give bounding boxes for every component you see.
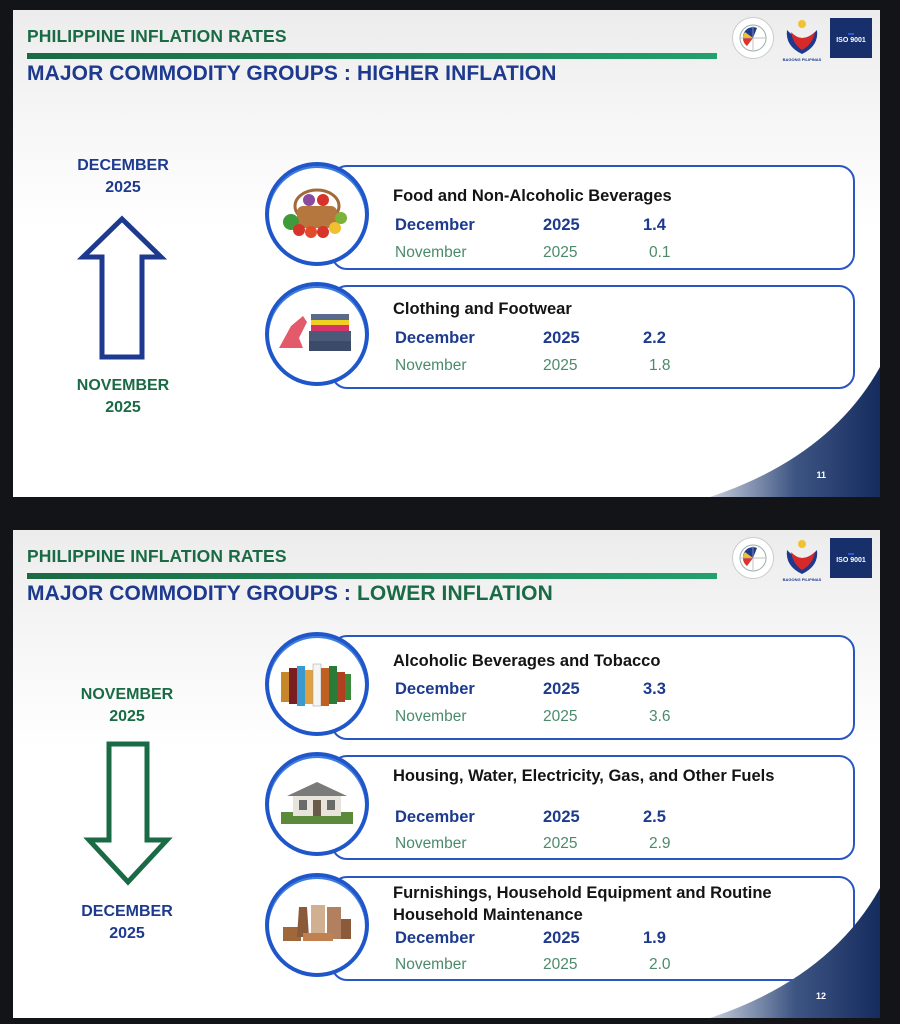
current-month: December — [395, 808, 475, 826]
top-period-label — [53, 155, 193, 199]
house-icon — [265, 752, 369, 856]
commodity-card-food — [331, 165, 855, 270]
current-row — [395, 808, 703, 827]
subtitle-emphasis: LOWER INFLATION — [356, 582, 553, 605]
current-row — [395, 929, 703, 948]
page-number: 12 — [815, 991, 826, 1001]
current-value: 1.9 — [643, 929, 666, 947]
bottom-period-year: 2025 — [109, 925, 145, 942]
bagong-pilipinas-logo-icon — [781, 16, 823, 60]
bottom-period-label — [53, 375, 193, 419]
current-row — [395, 680, 703, 699]
subtitle-prefix: MAJOR COMMODITY GROUPS : — [27, 582, 357, 605]
page-number: 11 — [816, 470, 826, 480]
current-year: 2025 — [543, 329, 580, 347]
top-period-label — [57, 684, 197, 728]
previous-month: November — [395, 708, 467, 725]
logo-strip — [732, 536, 872, 580]
bottom-period-month: NOVEMBER — [76, 377, 170, 394]
current-year: 2025 — [543, 680, 580, 698]
commodity-name: Food and Non-Alcoholic Beverages — [393, 187, 672, 205]
header-divider — [27, 53, 717, 59]
slide-subtitle — [27, 582, 553, 606]
bagong-pilipinas-logo-icon — [781, 536, 823, 580]
previous-value: 1.8 — [649, 357, 671, 374]
header-title: PHILIPPINE INFLATION RATES — [27, 26, 287, 46]
iso-text: ISO 9001 — [836, 556, 866, 564]
current-value: 3.3 — [643, 680, 666, 698]
current-month: December — [395, 329, 475, 347]
top-period-year: 2025 — [105, 179, 141, 196]
current-value: 2.5 — [643, 808, 666, 826]
bagong-pilipinas-text: BAGONG PILIPINAS — [782, 57, 822, 62]
previous-year: 2025 — [543, 835, 578, 852]
current-value: 1.4 — [643, 216, 666, 234]
down-arrow-icon — [83, 740, 173, 888]
clothes-shoe-icon — [265, 282, 369, 386]
iso-logo-icon — [830, 18, 872, 58]
previous-row — [395, 708, 709, 726]
liquor-bottles-icon — [265, 632, 369, 736]
header-title: PHILIPPINE INFLATION RATES — [27, 546, 287, 566]
header-divider — [27, 573, 717, 579]
slide-lower-inflation — [13, 530, 880, 1018]
subtitle-prefix: MAJOR COMMODITY GROUPS : — [27, 62, 357, 85]
logo-strip — [732, 16, 872, 60]
commodity-name: Furnishings, Household Equipment and Routine Household Maintenance — [393, 884, 772, 924]
previous-month: November — [395, 956, 467, 973]
subtitle-emphasis: HIGHER INFLATION — [356, 62, 557, 85]
previous-value: 2.0 — [649, 956, 671, 973]
previous-month: November — [395, 835, 467, 852]
previous-month: November — [395, 357, 467, 374]
current-row — [395, 216, 703, 235]
corner-decoration — [710, 888, 880, 1018]
bottom-period-year: 2025 — [105, 399, 141, 416]
current-year: 2025 — [543, 929, 580, 947]
slide-higher-inflation — [13, 10, 880, 497]
previous-row — [395, 357, 709, 375]
commodity-name: Alcoholic Beverages and Tobacco — [393, 652, 661, 670]
fruit-basket-icon — [265, 162, 369, 266]
commodity-name: Housing, Water, Electricity, Gas, and Other Fuels — [393, 767, 775, 785]
top-period-year: 2025 — [109, 708, 145, 725]
current-month: December — [395, 216, 475, 234]
commodity-card-housing — [331, 755, 855, 860]
previous-value: 3.6 — [649, 708, 671, 725]
bottom-period-month: DECEMBER — [81, 903, 173, 920]
current-year: 2025 — [543, 216, 580, 234]
current-year: 2025 — [543, 808, 580, 826]
bottom-period-label — [57, 901, 197, 945]
commodity-name: Clothing and Footwear — [393, 300, 572, 318]
previous-year: 2025 — [543, 244, 578, 261]
psa-logo-icon — [732, 537, 774, 579]
top-period-month: DECEMBER — [77, 157, 169, 174]
previous-year: 2025 — [543, 956, 578, 973]
top-period-month: NOVEMBER — [80, 686, 174, 703]
up-arrow-icon — [77, 215, 167, 365]
corner-decoration — [710, 367, 880, 497]
previous-value: 2.9 — [649, 835, 671, 852]
previous-year: 2025 — [543, 708, 578, 725]
current-value: 2.2 — [643, 329, 666, 347]
bagong-pilipinas-text: BAGONG PILIPINAS — [782, 577, 822, 582]
previous-value: 0.1 — [649, 244, 671, 261]
slide-subtitle — [27, 62, 557, 86]
current-month: December — [395, 929, 475, 947]
previous-row — [395, 956, 709, 974]
previous-month: November — [395, 244, 467, 261]
psa-logo-icon — [732, 17, 774, 59]
previous-row — [395, 835, 709, 853]
previous-year: 2025 — [543, 357, 578, 374]
current-month: December — [395, 680, 475, 698]
current-row — [395, 329, 703, 348]
furniture-icon — [265, 873, 369, 977]
previous-row — [395, 244, 709, 262]
commodity-card-alcohol — [331, 635, 855, 740]
iso-text: ISO 9001 — [836, 36, 866, 44]
iso-logo-icon — [830, 538, 872, 578]
